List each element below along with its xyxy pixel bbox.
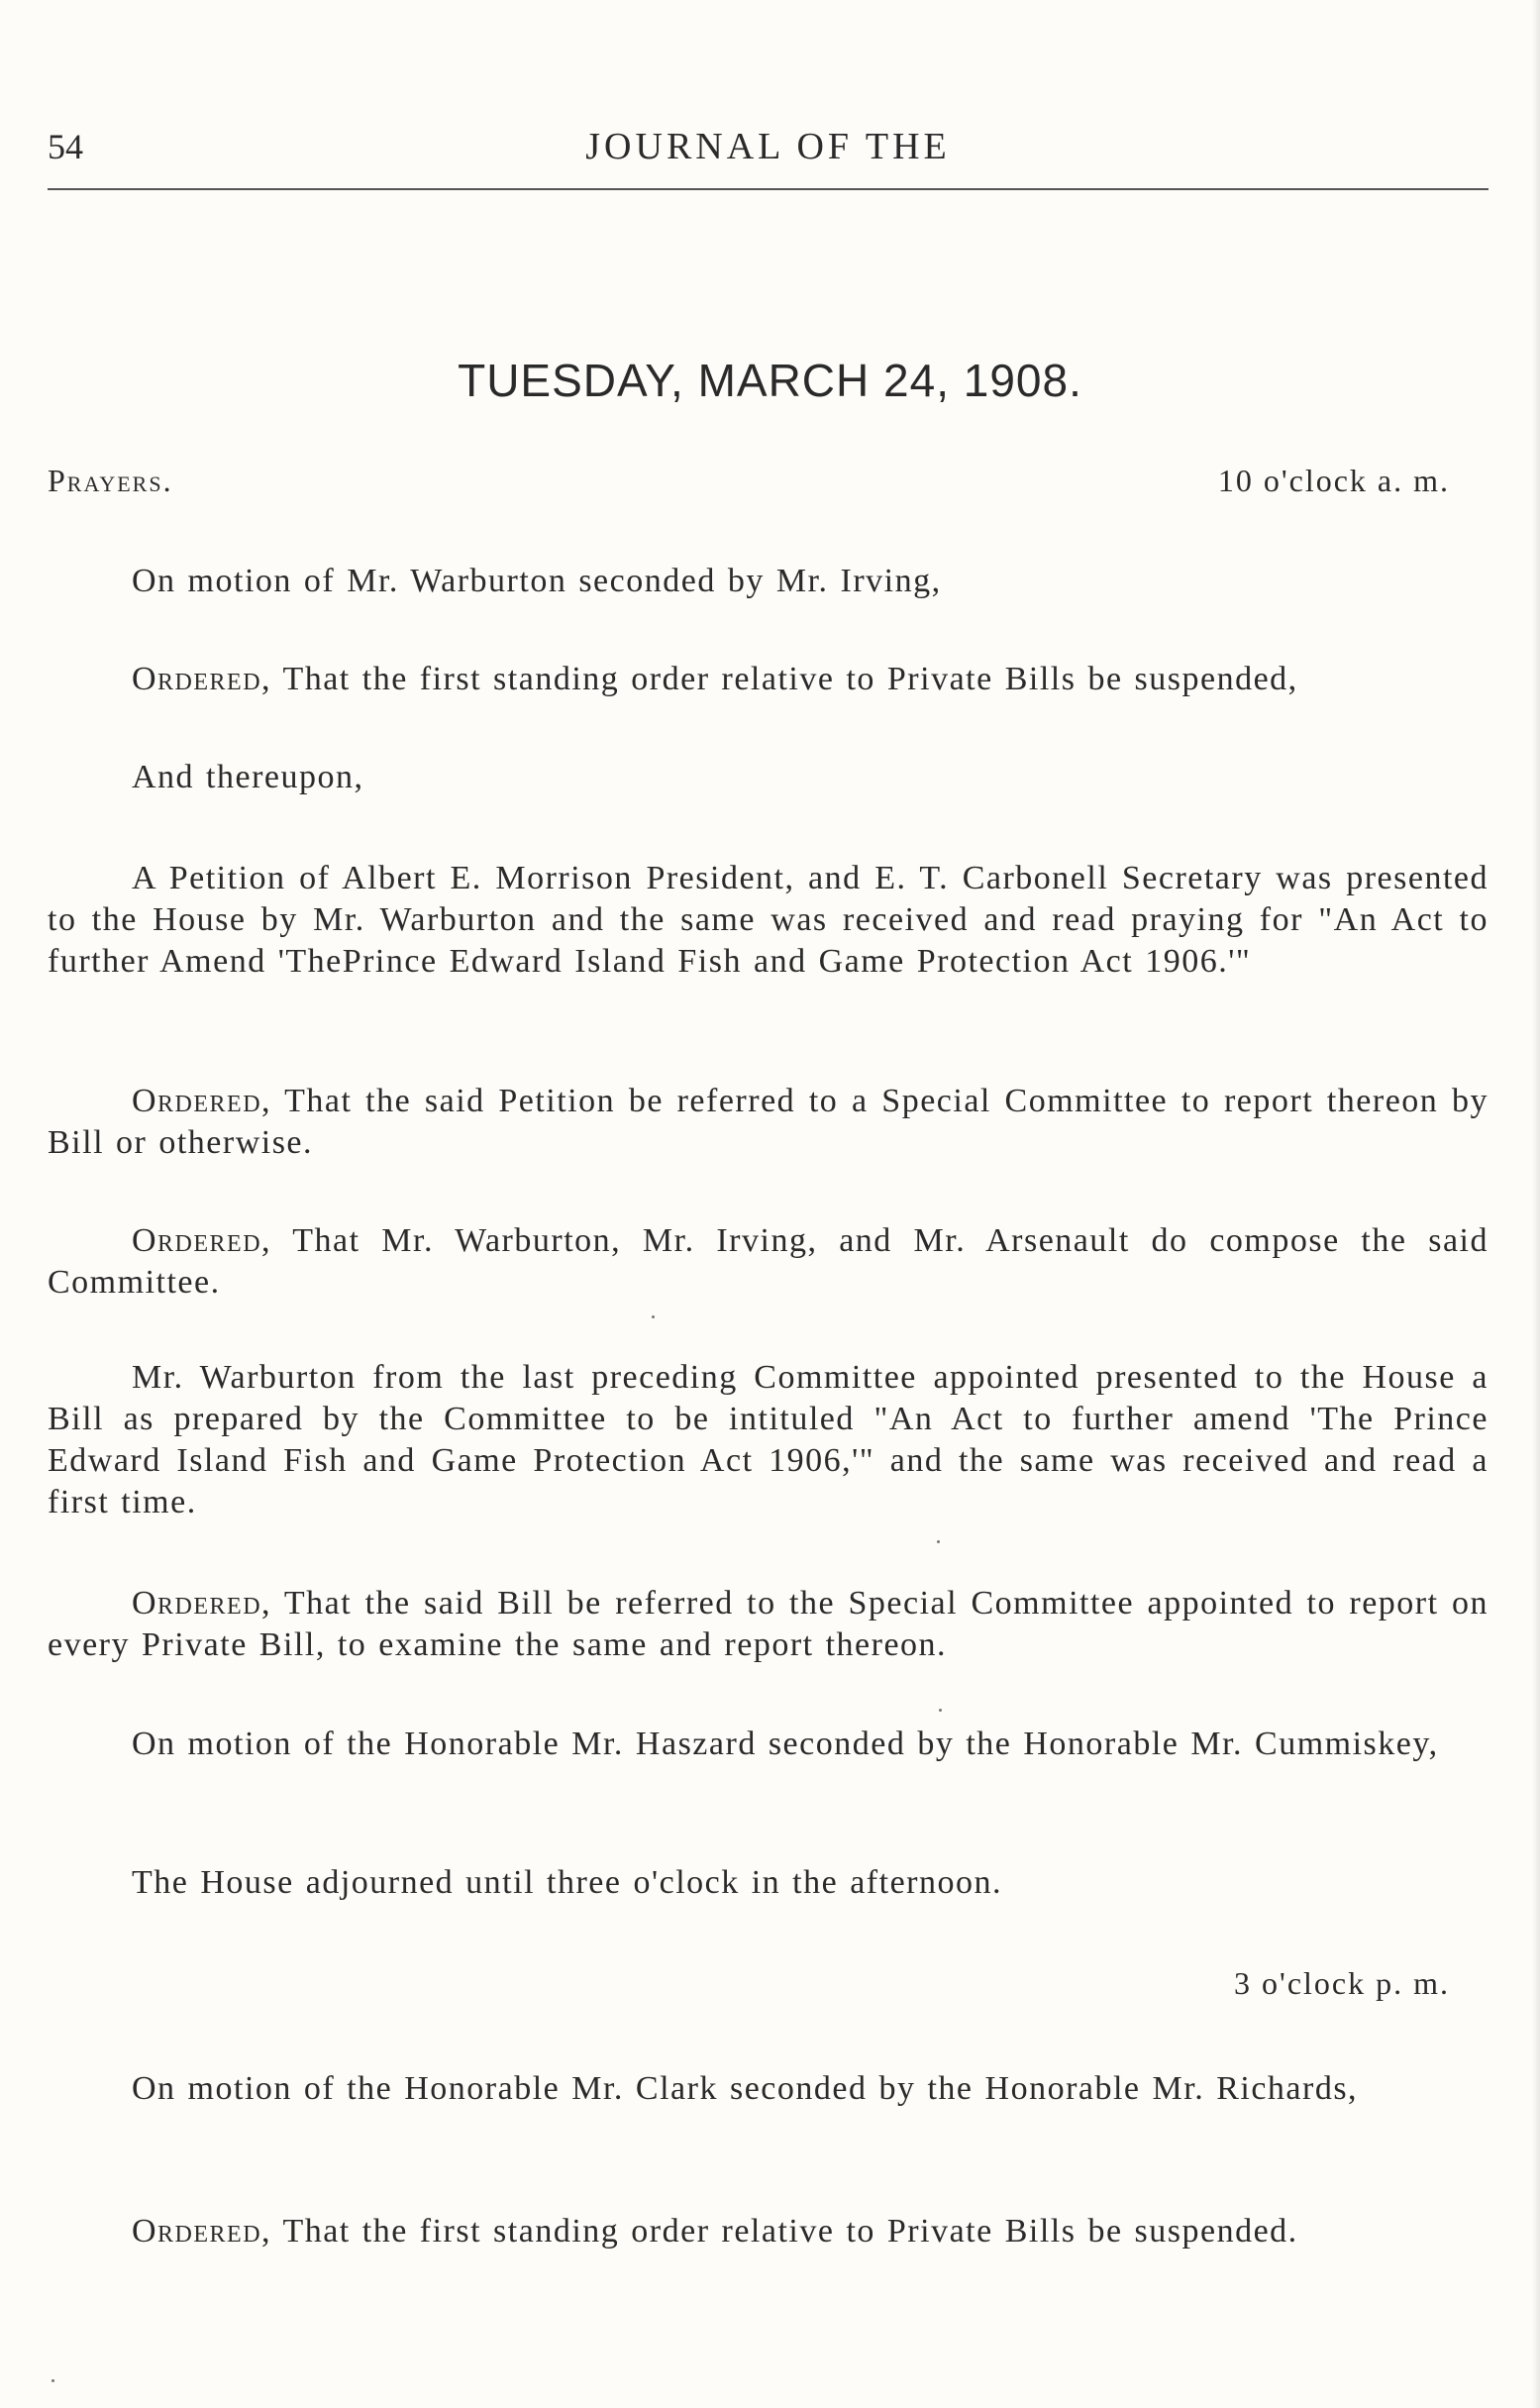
paragraph-text: That the said Petition be referred to a Special Committee to report thereon by Bill or otherwise. bbox=[48, 1083, 1489, 1161]
paragraph-text: That the said Bill be referred to the Special Committee appointed to report on every Private Bill, to examine the same and report thereon. bbox=[48, 1585, 1489, 1663]
print-speck bbox=[939, 1709, 942, 1712]
morning-time: 10 o'clock a. m. bbox=[1217, 463, 1450, 498]
paragraph-ordered-5 bbox=[48, 2211, 1489, 2252]
ordered-lead: Ordered, bbox=[132, 661, 272, 697]
page-number: 54 bbox=[48, 127, 83, 166]
ordered-lead: Ordered, bbox=[132, 1083, 272, 1119]
morning-time-row bbox=[48, 461, 1450, 500]
paragraph-text: On motion of the Honorable Mr. Haszard seconded by the Honorable Mr. Cummiskey, bbox=[132, 1726, 1439, 1762]
paragraph-text: The House adjourned until three o'clock in the afternoon. bbox=[132, 1864, 1002, 1901]
running-title: JOURNAL OF THE bbox=[585, 126, 951, 167]
paragraph-text: On motion of the Honorable Mr. Clark seconded by the Honorable Mr. Richards, bbox=[132, 2070, 1359, 2107]
header-rule bbox=[48, 188, 1489, 190]
paragraph-text: That the first standing order relative to Private Bills be suspended. bbox=[271, 2213, 1298, 2250]
paragraph-ordered-4 bbox=[48, 1583, 1489, 1666]
ordered-lead: Ordered, bbox=[132, 1222, 272, 1259]
afternoon-time-row bbox=[48, 1963, 1450, 2003]
page-edge-shadow bbox=[1532, 0, 1540, 2408]
paragraph-ordered-1 bbox=[48, 659, 1489, 700]
date-heading: TUESDAY, MARCH 24, 1908. bbox=[458, 355, 1082, 406]
paragraph-bill-presented bbox=[48, 1357, 1489, 1523]
paragraph-thereupon bbox=[48, 757, 1489, 798]
paragraph-text: And thereupon, bbox=[132, 759, 364, 795]
paragraph-adjourned bbox=[48, 1862, 1489, 1904]
paragraph-text: A Petition of Albert E. Morrison President, and E. T. Carbonell Secretary was presented to the House by Mr. Warburton and the same was received and read praying for "An Act to further Amend 'ThePrince Edward Island Fish and Game Protection Act 1906.'" bbox=[48, 860, 1489, 980]
ordered-lead: Ordered, bbox=[132, 2213, 272, 2250]
paragraph-ordered-3 bbox=[48, 1220, 1489, 1304]
paragraph-text: That Mr. Warburton, Mr. Irving, and Mr. Arsenault do compose the said Committee. bbox=[48, 1222, 1489, 1301]
paragraph-motion-1 bbox=[48, 561, 1489, 602]
paragraph-petition bbox=[48, 858, 1489, 983]
paragraph-motion-2 bbox=[48, 1724, 1489, 1765]
prayers-label: Prayers. bbox=[48, 463, 173, 498]
running-head bbox=[48, 127, 1489, 186]
paragraph-ordered-2 bbox=[48, 1081, 1489, 1164]
paragraph-text: Mr. Warburton from the last preceding Committee appointed presented to the House a Bill as prepared by the Committee to be intituled "An Act to further amend 'The Prince Edward Island Fish and Game Protection Act 1906,'" and the same was received and read a first time. bbox=[48, 1359, 1489, 1520]
paragraph-text: That the first standing order relative to Private Bills be suspended, bbox=[271, 661, 1298, 697]
ordered-lead: Ordered, bbox=[132, 1585, 272, 1622]
print-speck bbox=[51, 2379, 54, 2382]
print-speck bbox=[652, 1315, 655, 1318]
paragraph-text: On motion of Mr. Warburton seconded by Mr. Irving, bbox=[132, 563, 942, 599]
afternoon-time: 3 o'clock p. m. bbox=[1234, 1965, 1450, 2001]
print-speck bbox=[937, 1540, 940, 1543]
paragraph-motion-3 bbox=[48, 2068, 1489, 2110]
